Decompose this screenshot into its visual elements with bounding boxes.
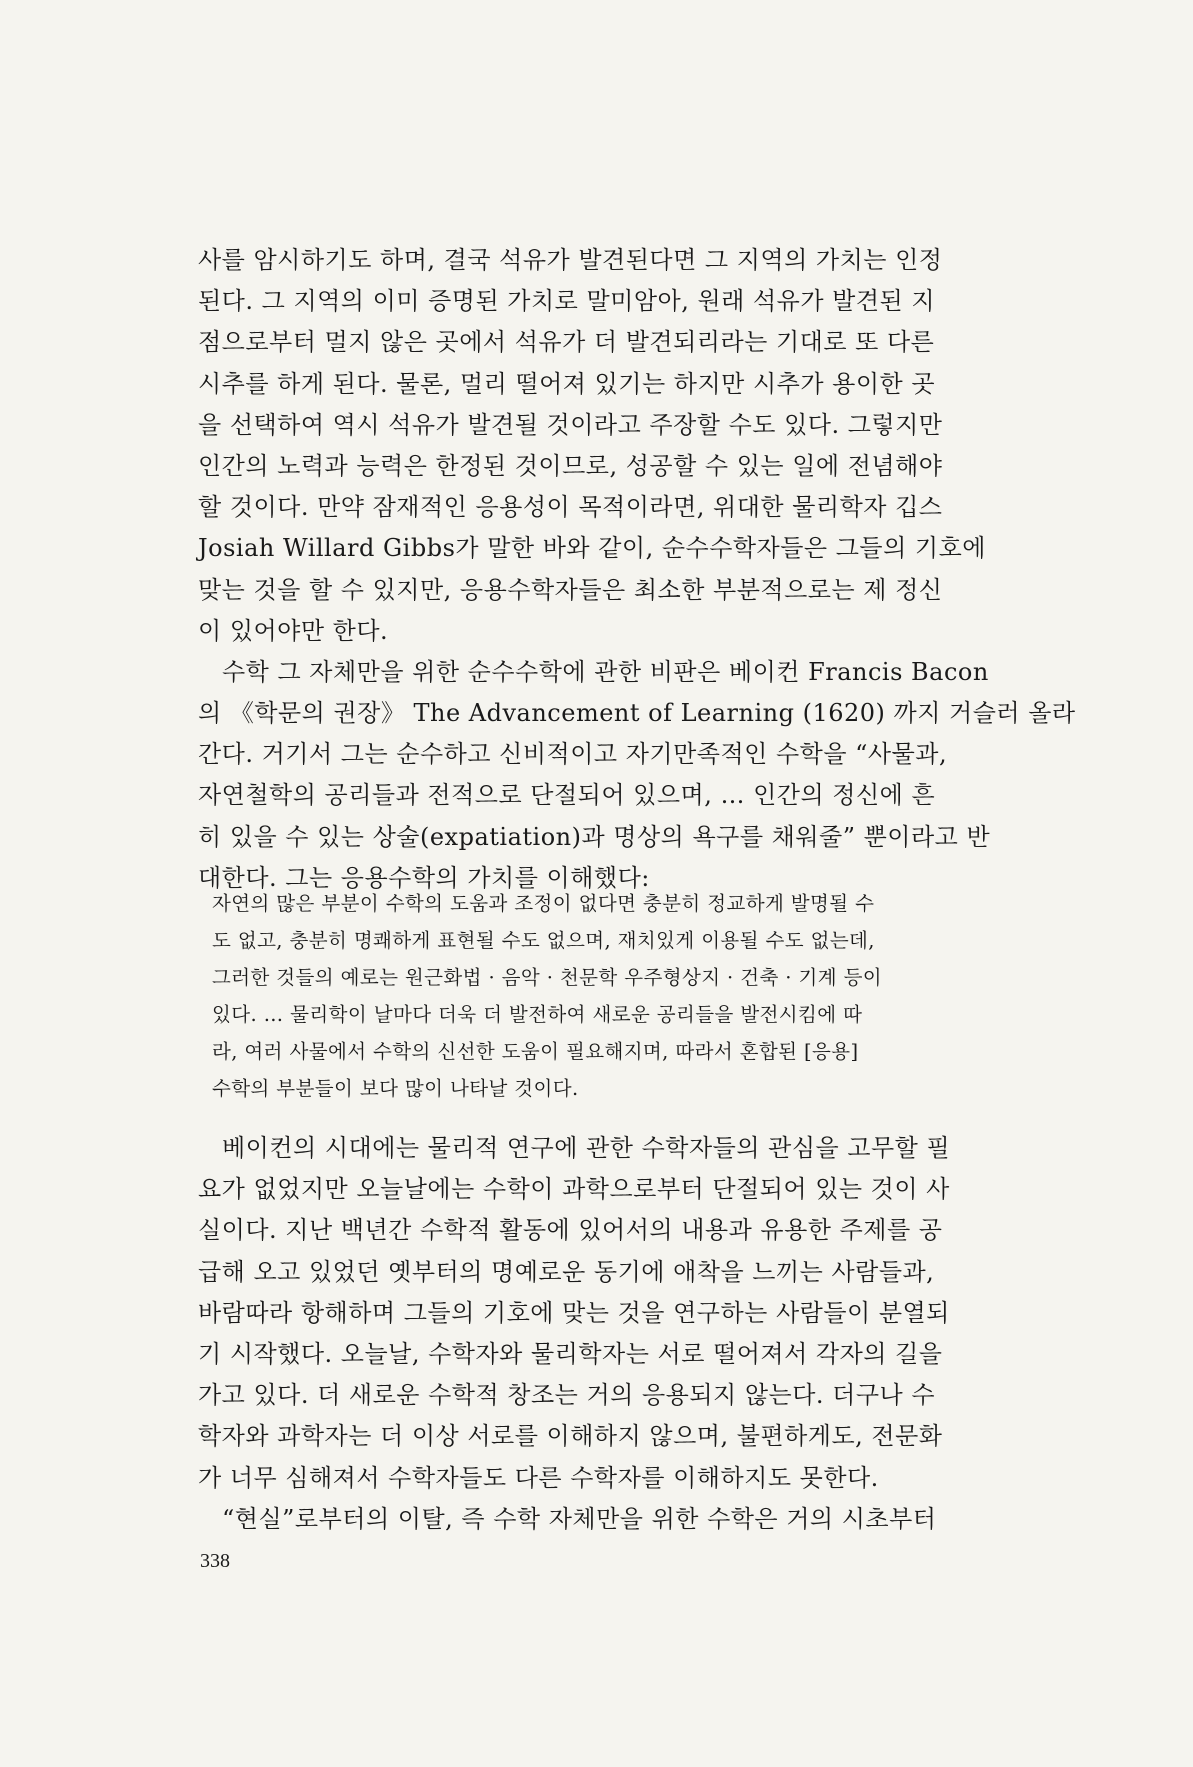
quote-line: 자연의 많은 부분이 수학의 도움과 조정이 없다면 충분히 정교하게 발명될 수 xyxy=(212,892,875,915)
text-line: 급해 오고 있었던 옛부터의 명예로운 동기에 애착을 느끼는 사람들과, xyxy=(198,1257,935,1286)
text-line: 학자와 과학자는 더 이상 서로를 이해하지 않으며, 불편하게도, 전문화 xyxy=(198,1422,943,1451)
text-line: 시추를 하게 된다. 물론, 멀리 떨어져 있기는 하지만 시추가 용이한 곳 xyxy=(198,369,936,398)
body-text-bottom xyxy=(198,1128,1063,1540)
text-line: 을 선택하여 역시 석유가 발견될 것이라고 주장할 수도 있다. 그렇지만 xyxy=(198,410,943,439)
quote-line: 라, 여러 사물에서 수학의 신선한 도움이 필요해지며, 따라서 혼합된 [응용] xyxy=(212,1040,859,1063)
text-line: 베이컨의 시대에는 물리적 연구에 관한 수학자들의 관심을 고무할 필 xyxy=(222,1134,951,1162)
quote-line: 있다. … 물리학이 날마다 더욱 더 발전하여 새로운 공리들을 발전시킴에 따 xyxy=(212,1003,863,1026)
text-line: 가 너무 심해져서 수학자들도 다른 수학자를 이해하지도 못한다. xyxy=(198,1463,879,1492)
text-line: 의 《학문의 권장》 The Advancement of Learning (1620) 까지 거슬러 올라 xyxy=(198,699,1076,728)
text-line: 이 있어야만 한다. xyxy=(198,616,389,645)
quote-line: 도 없고, 충분히 명쾌하게 표현될 수도 없으며, 재치있게 이용될 수도 없는데, xyxy=(212,929,875,952)
text-line: 된다. 그 지역의 이미 증명된 가치로 말미암아, 원래 석유가 발견된 지 xyxy=(198,287,936,316)
text-line: 간다. 거기서 그는 순수하고 신비적이고 자기만족적인 수학을 “사물과, xyxy=(198,740,948,769)
page-number: 338 xyxy=(200,1550,230,1572)
text-line: 가고 있다. 더 새로운 수학적 창조는 거의 응용되지 않는다. 더구나 수 xyxy=(198,1381,936,1410)
text-line: 사를 암시하기도 하며, 결국 석유가 발견된다면 그 지역의 가치는 인정 xyxy=(198,246,943,274)
text-line: 점으로부터 멀지 않은 곳에서 석유가 더 발견되리라는 기대로 또 다른 xyxy=(198,328,935,357)
text-line: 맞는 것을 할 수 있지만, 응용수학자들은 최소한 부분적으로는 제 정신 xyxy=(198,575,943,604)
text-line: 히 있을 수 있는 상술(expatiation)과 명상의 욕구를 채워줄” 뿐이라고 반 xyxy=(198,822,991,851)
block-quote xyxy=(212,885,1057,1107)
text-line: 실이다. 지난 백년간 수학적 활동에 있어서의 내용과 유용한 주제를 공 xyxy=(198,1216,943,1245)
text-line: Josiah Willard Gibbs가 말한 바와 같이, 순수수학자들은 그들의 기호에 xyxy=(198,534,986,563)
text-line: 수학 그 자체만을 위한 순수수학에 관한 비판은 베이컨 Francis Bacon xyxy=(222,657,989,686)
text-line: 기 시작했다. 오늘날, 수학자와 물리학자는 서로 떨어져서 각자의 길을 xyxy=(198,1339,943,1368)
text-line: 요가 없었지만 오늘날에는 수학이 과학으로부터 단절되어 있는 것이 사 xyxy=(198,1175,950,1204)
text-line: 바람따라 항해하며 그들의 기호에 맞는 것을 연구하는 사람들이 분열되 xyxy=(198,1298,950,1327)
text-line: 할 것이다. 만약 잠재적인 응용성이 목적이라면, 위대한 물리학자 깁스 xyxy=(198,493,943,522)
body-text-top xyxy=(198,240,1076,899)
quote-line: 수학의 부분들이 보다 많이 나타날 것이다. xyxy=(212,1077,579,1100)
text-line: “현실”로부터의 이탈, 즉 수학 자체만을 위한 수학은 거의 시초부터 xyxy=(222,1504,937,1533)
text-line: 인간의 노력과 능력은 한정된 것이므로, 성공할 수 있는 일에 전념해야 xyxy=(198,451,943,480)
quote-line: 그러한 것들의 예로는 원근화법 · 음악 · 천문학 우주형상지 · 건축 · 기계 등이 xyxy=(212,966,883,989)
text-line: 대한다. 그는 응용수학의 가치를 이해했다: xyxy=(198,863,650,892)
text-line: 자연철학의 공리들과 전적으로 단절되어 있으며, … 인간의 정신에 흔 xyxy=(198,781,936,810)
